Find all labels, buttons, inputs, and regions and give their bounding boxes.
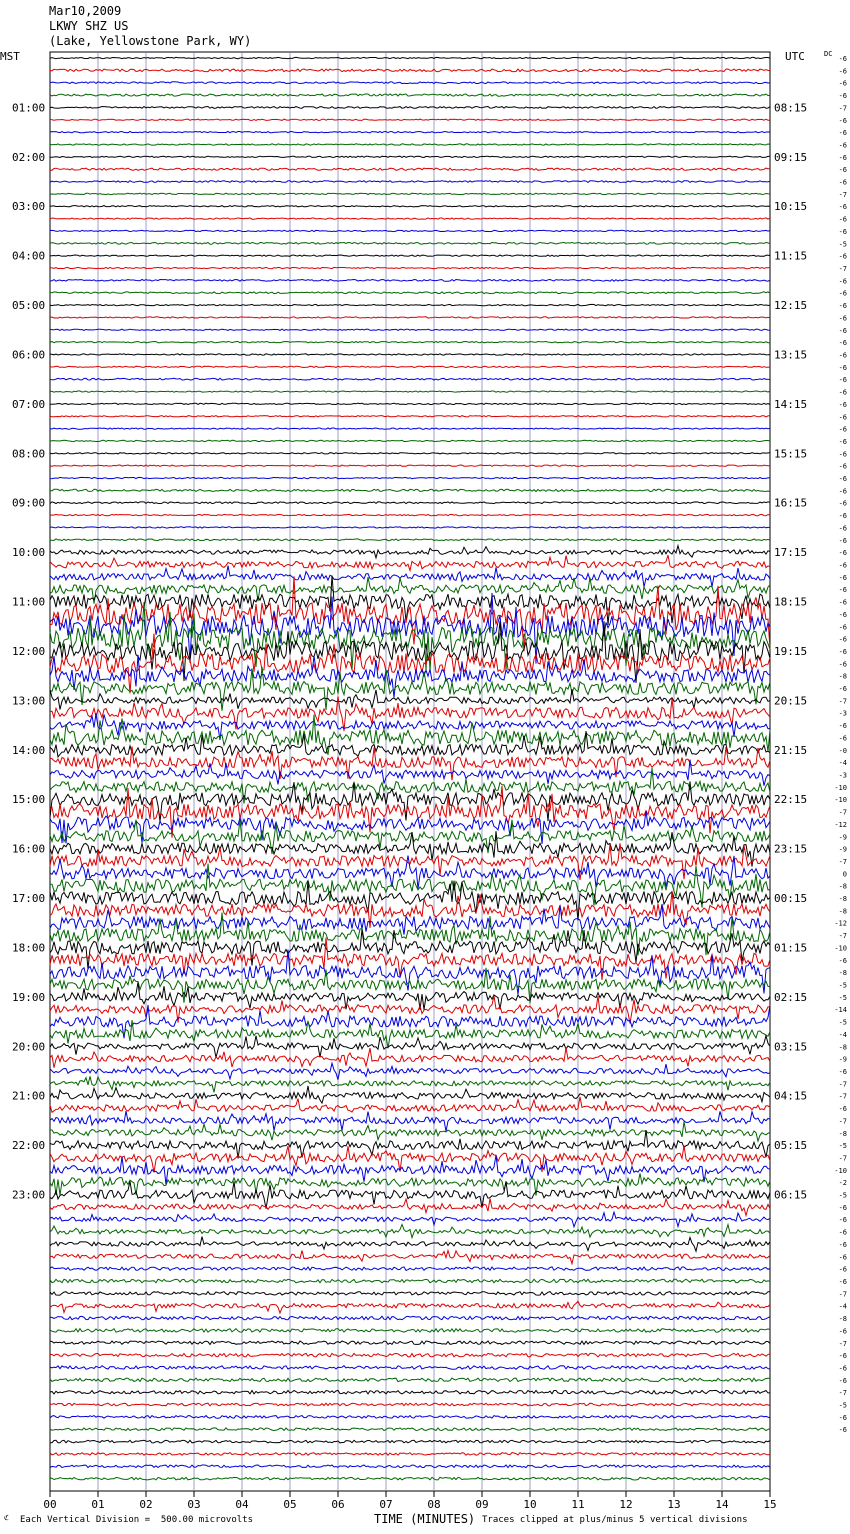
left-hour-label: 12:00 — [12, 644, 46, 658]
dc-offset-label: -6 — [838, 79, 847, 88]
right-hour-label: 18:15 — [774, 595, 808, 609]
trace-line — [50, 1316, 770, 1320]
dc-offset-label: -8 — [838, 895, 847, 904]
dc-offset-label: -5 — [838, 1018, 847, 1027]
dc-offset-label: -6 — [838, 462, 847, 471]
trace-line — [50, 1292, 770, 1296]
x-tick-label: 15 — [763, 1498, 777, 1511]
dc-offset-label: -6 — [838, 1277, 847, 1286]
dc-offset-label: -6 — [838, 376, 847, 385]
right-hour-label: 21:15 — [774, 743, 808, 757]
trace-line — [50, 1267, 770, 1271]
trace-line — [50, 527, 770, 528]
dc-offset-label: -6 — [838, 956, 847, 965]
dc-offset-label: -6 — [838, 302, 847, 311]
x-tick-label: 00 — [43, 1498, 57, 1511]
trace-line — [50, 1353, 770, 1356]
right-hour-label: 16:15 — [774, 496, 808, 510]
trace-line — [50, 342, 770, 343]
dc-offset-label: -6 — [838, 512, 847, 521]
right-hour-label: 00:15 — [774, 892, 808, 906]
trace-line — [50, 576, 770, 626]
trace-line — [50, 403, 770, 404]
right-hour-label: 15:15 — [774, 447, 808, 461]
dc-offset-label: -14 — [834, 1006, 847, 1015]
scale-icon: ℭ — [4, 1514, 9, 1522]
trace-line — [50, 950, 770, 995]
dc-offset-label: -6 — [838, 598, 847, 607]
left-hour-label: 03:00 — [12, 200, 46, 214]
dc-offset-label: -6 — [838, 487, 847, 496]
trace-line — [50, 329, 770, 330]
trace-line — [50, 1341, 770, 1345]
dc-offset-label: -5 — [838, 240, 847, 249]
dc-offset-label: -6 — [838, 734, 847, 743]
dc-offset-label: -6 — [838, 1376, 847, 1385]
right-hour-label: 04:15 — [774, 1089, 808, 1103]
dc-offset-label: -6 — [838, 413, 847, 422]
trace-line — [50, 634, 770, 694]
trace-line — [50, 94, 770, 96]
dc-offset-label: -6 — [838, 1228, 847, 1237]
left-hour-label: 04:00 — [12, 249, 46, 263]
right-hour-label: 14:15 — [774, 397, 808, 411]
trace-line — [50, 1279, 770, 1283]
trace-line — [50, 1076, 770, 1092]
dc-offset-label: -6 — [838, 252, 847, 261]
dc-offset-label: -6 — [838, 1216, 847, 1225]
dc-offset-label: -10 — [834, 796, 847, 805]
left-hour-label: 13:00 — [12, 694, 46, 708]
right-hour-label: 02:15 — [774, 990, 808, 1004]
dc-offset-label: -6 — [838, 685, 847, 694]
dc-offset-label: -6 — [838, 141, 847, 150]
trace-line — [50, 1036, 770, 1058]
left-hour-label: 05:00 — [12, 299, 46, 313]
x-tick-label: 12 — [619, 1498, 633, 1511]
dc-offset-label: -6 — [838, 363, 847, 372]
dc-offset-label: -6 — [838, 215, 847, 224]
right-hour-label: 06:15 — [774, 1188, 808, 1202]
dc-offset-label: -9 — [838, 845, 847, 854]
dc-offset-label: -8 — [838, 1129, 847, 1138]
dc-offset-label: -6 — [838, 722, 847, 731]
dc-offset-label: -6 — [838, 475, 847, 484]
dc-offset-label: -6 — [838, 1105, 847, 1114]
dc-offset-label: -6 — [838, 1240, 847, 1249]
trace-line — [50, 1390, 770, 1394]
dc-offset-label: -8 — [838, 1043, 847, 1052]
x-tick-label: 05 — [283, 1498, 297, 1511]
dc-offset-label: -8 — [838, 969, 847, 978]
dc-offset-label: -7 — [838, 932, 847, 941]
dc-offset-label: -2 — [838, 1179, 847, 1188]
left-hour-label: 16:00 — [12, 842, 46, 856]
trace-line — [50, 577, 770, 604]
left-hour-label: 06:00 — [12, 348, 46, 362]
trace-line — [50, 317, 770, 318]
trace-line — [50, 1251, 770, 1264]
left-hour-label: 22:00 — [12, 1139, 46, 1153]
left-hour-label: 07:00 — [12, 397, 46, 411]
dc-offset-label: -8 — [838, 672, 847, 681]
dc-offset-label: -12 — [834, 820, 847, 829]
trace-line — [50, 193, 770, 194]
left-hour-label: 01:00 — [12, 101, 46, 115]
trace-line — [50, 292, 770, 294]
x-tick-label: 07 — [379, 1498, 393, 1511]
x-tick-label: 11 — [571, 1498, 585, 1511]
dc-offset-label: -4 — [838, 759, 847, 768]
dc-offset-label: -6 — [838, 623, 847, 632]
x-tick-label: 08 — [427, 1498, 441, 1511]
trace-line — [50, 1063, 770, 1080]
left-hour-label: 17:00 — [12, 892, 46, 906]
trace-line — [50, 1181, 770, 1208]
trace-line — [50, 1048, 770, 1068]
x-tick-label: 09 — [475, 1498, 489, 1511]
dc-offset-label: -6 — [838, 499, 847, 508]
dc-offset-label: -6 — [838, 388, 847, 397]
trace-line — [50, 1329, 770, 1332]
right-hour-label: 11:15 — [774, 249, 808, 263]
dc-offset-label: -6 — [838, 536, 847, 545]
date-label: Mar10,2009 — [49, 4, 122, 18]
trace-line — [50, 1465, 770, 1468]
dc-offset-label: -10 — [834, 944, 847, 953]
right-hour-label: 03:15 — [774, 1040, 808, 1054]
trace-line — [50, 440, 770, 441]
right-timezone-label: UTC — [785, 50, 805, 63]
dc-offset-label: -12 — [834, 919, 847, 928]
trace-line — [50, 1453, 770, 1456]
dc-offset-label: -6 — [838, 1364, 847, 1373]
trace-line — [50, 655, 770, 698]
left-hour-label: 08:00 — [12, 447, 46, 461]
trace-line — [50, 768, 770, 804]
dc-offset-label: -6 — [838, 351, 847, 360]
trace-line — [50, 156, 770, 157]
right-hour-label: 10:15 — [774, 200, 808, 214]
dc-offset-label: -6 — [838, 561, 847, 570]
dc-offset-label: -5 — [838, 1142, 847, 1151]
trace-line — [50, 514, 770, 515]
trace-line — [50, 820, 770, 854]
left-hour-label: 19:00 — [12, 990, 46, 1004]
trace-line — [50, 354, 770, 355]
trace-line — [50, 378, 770, 380]
trace-line — [50, 1225, 770, 1238]
trace-line — [50, 119, 770, 120]
trace-line — [50, 242, 770, 244]
trace-line — [50, 1440, 770, 1443]
trace-line — [50, 280, 770, 282]
dc-offset-label: -7 — [838, 857, 847, 866]
dc-offset-label: -7 — [838, 808, 847, 817]
trace-line — [50, 1301, 770, 1313]
trace-line — [50, 843, 770, 880]
x-tick-label: 02 — [139, 1498, 153, 1511]
right-hour-label: 13:15 — [774, 348, 808, 362]
left-timezone-label: MST — [0, 50, 20, 63]
trace-line — [50, 69, 770, 72]
dc-offset-label: -4 — [838, 1302, 847, 1311]
dc-offset-label: -5 — [838, 1401, 847, 1410]
dc-offset-label: -6 — [838, 573, 847, 582]
dc-offset-label: -6 — [838, 400, 847, 409]
dc-offset-label: -6 — [838, 67, 847, 76]
dc-offset-label: -6 — [838, 178, 847, 187]
dc-offset-label: -6 — [838, 450, 847, 459]
dc-offset-label: -6 — [838, 1426, 847, 1435]
trace-line — [50, 1199, 770, 1216]
dc-offset-label: -7 — [838, 1339, 847, 1348]
trace-line — [50, 477, 770, 478]
dc-offset-label: -3 — [838, 771, 847, 780]
dc-offset-label: -6 — [838, 635, 847, 644]
trace-line — [50, 502, 770, 504]
dc-offset-label: -6 — [838, 326, 847, 335]
right-hour-label: 20:15 — [774, 694, 808, 708]
dc-offset-label: -7 — [838, 1080, 847, 1089]
dc-offset-label: -7 — [838, 1154, 847, 1163]
dc-offset-label: -6 — [838, 437, 847, 446]
location-label: (Lake, Yellowstone Park, WY) — [49, 34, 252, 48]
clip-note: Traces clipped at plus/minus 5 vertical divisions — [482, 1515, 748, 1525]
x-axis-label: TIME (MINUTES) — [374, 1512, 476, 1526]
trace-line — [50, 1416, 770, 1419]
dc-offset-label: -7 — [838, 190, 847, 199]
x-tick-label: 13 — [667, 1498, 681, 1511]
dc-offset-label: -6 — [838, 524, 847, 533]
trace-line — [50, 416, 770, 417]
dc-offset-label: 0 — [842, 870, 847, 879]
dc-offset-label: -7 — [838, 1117, 847, 1126]
trace-line — [50, 602, 770, 671]
dc-offset-label: -6 — [838, 1253, 847, 1262]
right-hour-label: 22:15 — [774, 793, 808, 807]
x-tick-label: 06 — [331, 1498, 345, 1511]
trace-line — [50, 539, 770, 541]
dc-offset-label: -6 — [838, 1352, 847, 1361]
dc-offset-label: -7 — [838, 1290, 847, 1299]
trace-line — [50, 864, 770, 908]
dc-header-label: DC — [824, 50, 833, 58]
trace-line — [50, 996, 770, 1024]
dc-offset-label: -6 — [838, 227, 847, 236]
dc-offset-label: -6 — [838, 92, 847, 101]
right-hour-label: 17:15 — [774, 546, 808, 560]
dc-offset-label: -6 — [838, 1413, 847, 1422]
trace-line — [50, 168, 770, 170]
right-hour-label: 08:15 — [774, 101, 808, 115]
dc-offset-label: -6 — [838, 549, 847, 558]
trace-line — [50, 546, 770, 558]
trace-line — [50, 1403, 770, 1406]
dc-offset-label: -7 — [838, 104, 847, 113]
trace-line — [50, 428, 770, 429]
right-hour-label: 19:15 — [774, 644, 808, 658]
dc-offset-label: -7 — [838, 697, 847, 706]
x-tick-label: 14 — [715, 1498, 729, 1511]
dc-offset-label: -6 — [838, 1067, 847, 1076]
right-hour-label: 01:15 — [774, 941, 808, 955]
left-hour-label: 18:00 — [12, 941, 46, 955]
dc-offset-label: -6 — [838, 129, 847, 138]
dc-offset-label: -6 — [838, 1203, 847, 1212]
dc-offset-label: -8 — [838, 882, 847, 891]
trace-line — [50, 453, 770, 454]
dc-offset-label: -9 — [838, 1055, 847, 1064]
right-hour-label: 12:15 — [774, 299, 808, 313]
trace-line — [50, 555, 770, 570]
trace-line — [50, 181, 770, 183]
trace-line — [50, 1366, 770, 1370]
trace-line — [50, 267, 770, 268]
trace-line — [50, 1428, 770, 1431]
trace-line — [50, 218, 770, 219]
footer — [0, 1512, 850, 1534]
dc-offset-label: -5 — [838, 993, 847, 1002]
left-hour-label: 10:00 — [12, 546, 46, 560]
dc-offset-label: -3 — [838, 709, 847, 718]
x-tick-label: 04 — [235, 1498, 249, 1511]
trace-line — [50, 489, 770, 491]
dc-offset-label: -7 — [838, 1092, 847, 1101]
left-hour-label: 23:00 — [12, 1188, 46, 1202]
dc-offset-label: -6 — [838, 166, 847, 175]
trace-line — [50, 689, 770, 709]
dc-offset-label: -6 — [838, 277, 847, 286]
dc-offset-label: -4 — [838, 1030, 847, 1039]
trace-line — [50, 144, 770, 145]
trace-line — [50, 1086, 770, 1103]
trace-line — [50, 465, 770, 466]
right-hour-label: 23:15 — [774, 842, 808, 856]
trace-line — [50, 1237, 770, 1252]
trace-line — [50, 230, 770, 231]
left-hour-label: 20:00 — [12, 1040, 46, 1054]
trace-line — [50, 255, 770, 256]
trace-line — [50, 1097, 770, 1113]
trace-line — [50, 1122, 770, 1142]
dc-offset-label: -6 — [838, 339, 847, 348]
dc-offset-label: -6 — [838, 314, 847, 323]
dc-offset-label: -6 — [838, 203, 847, 212]
right-hour-label: 05:15 — [774, 1139, 808, 1153]
dc-offset-label: -6 — [838, 289, 847, 298]
dc-offset-label: -6 — [838, 586, 847, 595]
dc-offset-label: -6 — [838, 610, 847, 619]
left-hour-label: 15:00 — [12, 793, 46, 807]
left-hour-label: 14:00 — [12, 743, 46, 757]
trace-line — [50, 1212, 770, 1227]
trace-line — [50, 57, 770, 58]
dc-offset-label: -10 — [834, 783, 847, 792]
trace-line — [50, 304, 770, 305]
trace-line — [50, 1173, 770, 1195]
scale-note: Each Vertical Division = 500.00 microvolts — [20, 1515, 253, 1525]
right-hour-label: 09:15 — [774, 150, 808, 164]
dc-offset-label: -7 — [838, 265, 847, 274]
station-label: LKWY SHZ US — [49, 19, 129, 33]
left-hour-label: 11:00 — [12, 595, 46, 609]
dc-offset-label: -10 — [834, 1166, 847, 1175]
trace-line — [50, 366, 770, 367]
dc-offset-label: -6 — [838, 660, 847, 669]
trace-line — [50, 82, 770, 84]
x-tick-label: 10 — [523, 1498, 537, 1511]
x-tick-label: 01 — [91, 1498, 105, 1511]
trace-line — [50, 1378, 770, 1382]
dc-offset-label: -6 — [838, 1327, 847, 1336]
dc-offset-label: -5 — [838, 1191, 847, 1200]
dc-offset-label: -6 — [838, 647, 847, 656]
trace-group — [50, 57, 770, 1480]
dc-offset-label: -6 — [838, 55, 847, 63]
trace-line — [50, 391, 770, 392]
dc-offset-label: -6 — [838, 425, 847, 434]
dc-offset-label: -8 — [838, 907, 847, 916]
left-hour-label: 02:00 — [12, 150, 46, 164]
dc-offset-label: -6 — [838, 116, 847, 125]
trace-line — [50, 982, 770, 1010]
trace-line — [50, 206, 770, 207]
dc-offset-label: -9 — [838, 833, 847, 842]
x-tick-label: 03 — [187, 1498, 201, 1511]
trace-line — [50, 107, 770, 109]
left-hour-label: 21:00 — [12, 1089, 46, 1103]
dc-offset-label: -6 — [838, 153, 847, 162]
dc-offset-label: -5 — [838, 981, 847, 990]
trace-line — [50, 786, 770, 838]
dc-offset-label: -7 — [838, 1389, 847, 1398]
dc-offset-label: -0 — [838, 746, 847, 755]
dc-offset-label: -8 — [838, 1315, 847, 1324]
dc-offset-label: -6 — [838, 1265, 847, 1274]
trace-line — [50, 132, 770, 133]
left-hour-label: 09:00 — [12, 496, 46, 510]
trace-line — [50, 1111, 770, 1131]
trace-line — [50, 1477, 770, 1480]
